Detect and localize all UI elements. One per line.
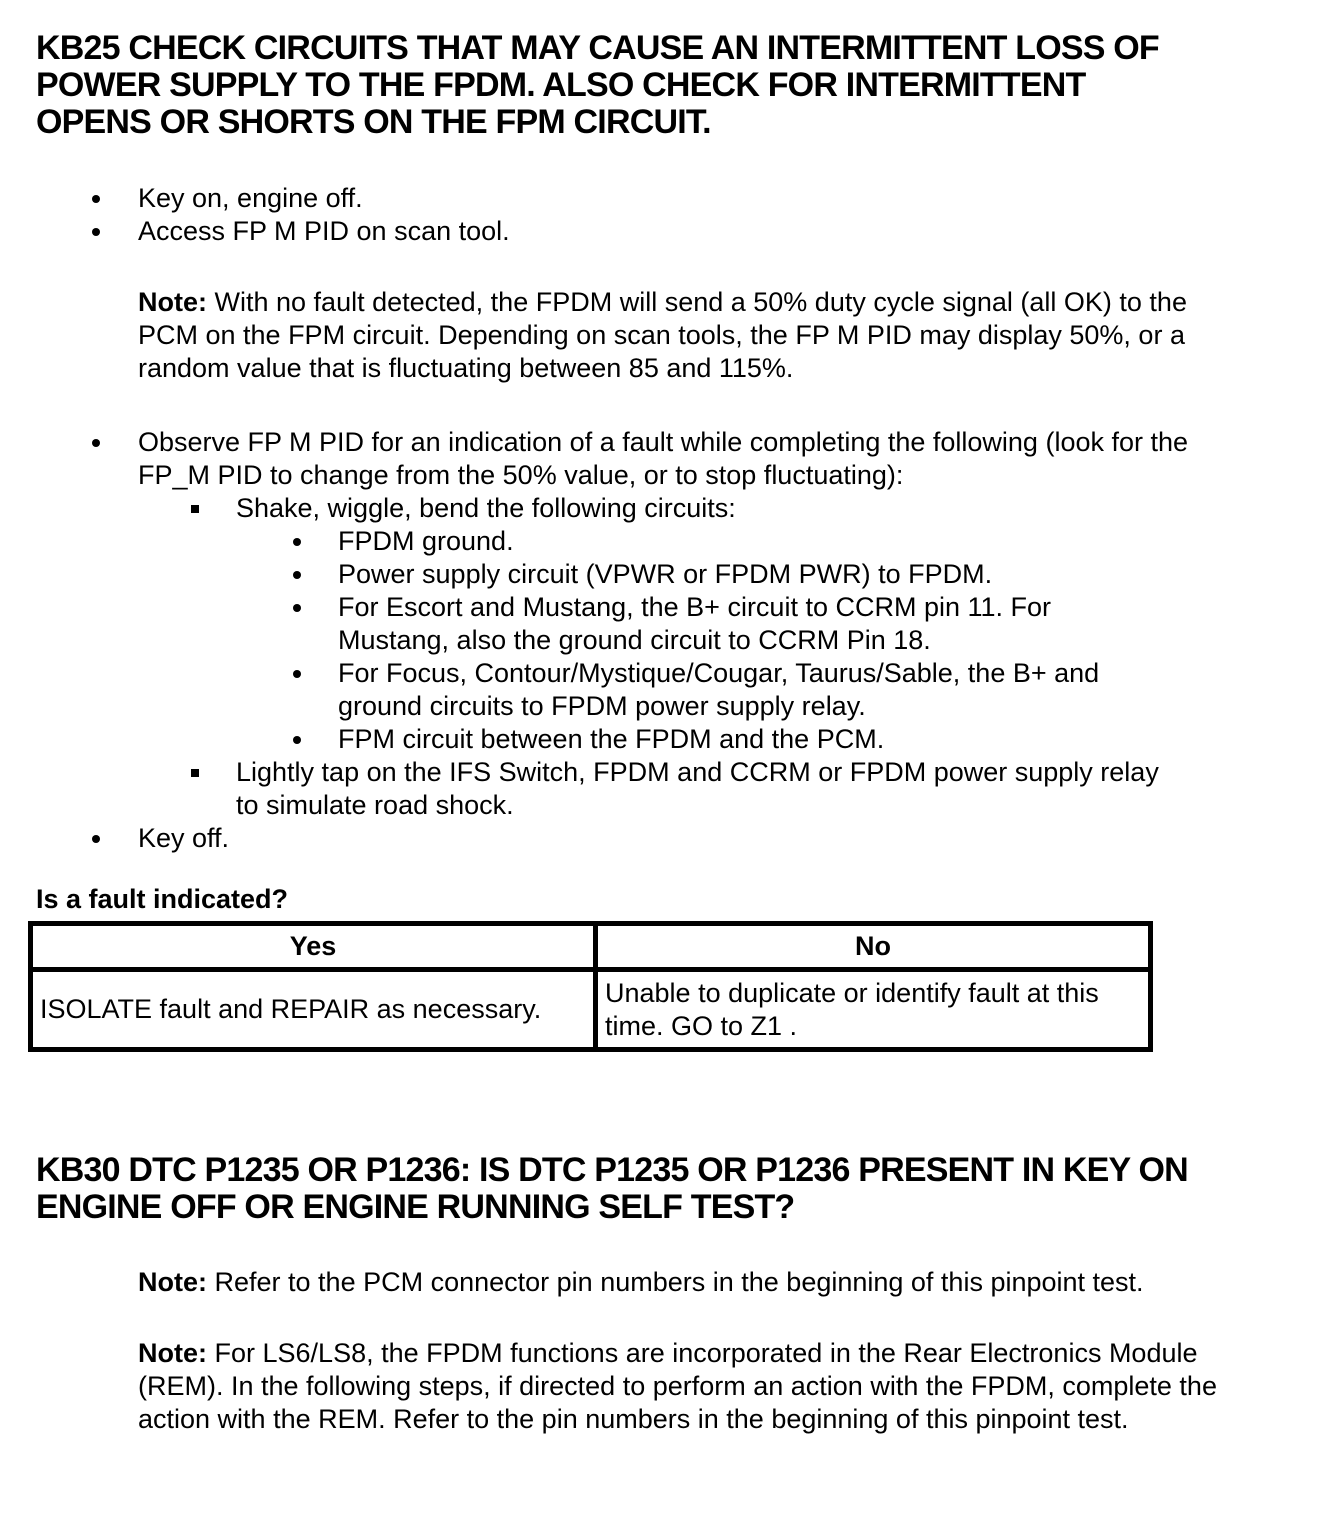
note-ls6-ls8-rem xyxy=(138,1337,1223,1436)
kb25-heading xyxy=(36,30,1292,141)
note-label: Note: xyxy=(138,1338,207,1368)
circuit-item: Power supply circuit (VPWR or FPDM PWR) to FPDM. xyxy=(292,558,1164,591)
kb25-step-list xyxy=(91,182,1292,855)
step-tap: Lightly tap on the IFS Switch, FPDM and CCRM or FPDM power supply relay to simulate road shock. xyxy=(190,756,1180,822)
kb25-heading-line-2: POWER SUPPLY TO THE FPDM. ALSO CHECK FOR INTERMITTENT xyxy=(36,66,1086,104)
kb30-heading xyxy=(36,1152,1292,1226)
note-pcm-connector xyxy=(138,1266,1223,1299)
note-duty-cycle xyxy=(91,286,1223,385)
decision-header-no: No xyxy=(596,924,1151,970)
note-label: Note: xyxy=(138,1267,207,1297)
circuit-item: FPDM ground. xyxy=(292,525,1164,558)
kb25-heading-line-1: KB25 CHECK CIRCUITS THAT MAY CAUSE AN INTERMITTENT LOSS OF xyxy=(36,29,1159,67)
note-text: Refer to the PCM connector pin numbers in the beginning of this pinpoint test. xyxy=(214,1267,1144,1297)
step-access-pid: Access FP M PID on scan tool. xyxy=(91,215,1223,248)
decision-header-yes: Yes xyxy=(31,924,596,970)
step-observe-text: Observe FP M PID for an indication of a fault while completing the following (look for the FP_M PID to change from the 50% value, or to stop fluctuating): xyxy=(138,427,1189,490)
kb25-heading-line-3: OPENS OR SHORTS ON THE FPM CIRCUIT. xyxy=(36,103,711,141)
note-text: With no fault detected, the FPDM will send a 50% duty cycle signal (all OK) to the PCM on the FPM circuit. Depending on scan tools, the FP M PID may display 50%, or a random value that is fluctuating between 85 and 115%. xyxy=(138,287,1187,383)
kb30-heading-line-1: KB30 DTC P1235 OR P1236: IS DTC P1235 OR P1236 PRESENT IN KEY ON xyxy=(36,1151,1188,1189)
observe-sublist xyxy=(190,492,1223,822)
circuit-item: For Escort and Mustang, the B+ circuit to CCRM pin 11. For Mustang, also the ground circuit to CCRM Pin 18. xyxy=(292,591,1164,657)
decision-header-row xyxy=(31,924,1151,970)
decision-table xyxy=(28,921,1153,1052)
circuit-list xyxy=(292,525,1180,756)
circuit-item: For Focus, Contour/Mystique/Cougar, Taurus/Sable, the B+ and ground circuits to FPDM power supply relay. xyxy=(292,657,1164,723)
step-shake xyxy=(190,492,1180,756)
kb30-heading-line-2: ENGINE OFF OR ENGINE RUNNING SELF TEST? xyxy=(36,1188,795,1226)
circuit-item: FPM circuit between the FPDM and the PCM. xyxy=(292,723,1164,756)
note-label: Note: xyxy=(138,287,207,317)
step-key-off: Key off. xyxy=(91,822,1223,855)
fault-question: Is a fault indicated? xyxy=(36,884,289,914)
step-observe xyxy=(91,426,1223,822)
step-key-on: Key on, engine off. xyxy=(91,182,1223,215)
decision-no-action: Unable to duplicate or identify fault at this time. GO to Z1 . xyxy=(596,970,1151,1050)
step-shake-text: Shake, wiggle, bend the following circuits: xyxy=(236,493,736,523)
decision-action-row xyxy=(31,970,1151,1050)
note-text: For LS6/LS8, the FPDM functions are incorporated in the Rear Electronics Module (REM). In the following steps, if directed to perform an action with the FPDM, complete the action with the REM. Refer to the pin numbers in the beginning of this pinpoint test. xyxy=(138,1338,1217,1434)
decision-yes-action: ISOLATE fault and REPAIR as necessary. xyxy=(31,970,596,1050)
